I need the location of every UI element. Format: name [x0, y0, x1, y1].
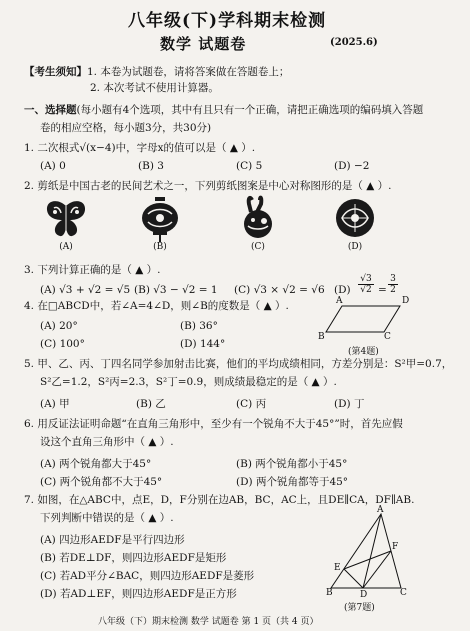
- question-6-option-c: (C) 两个锐角都不大于45°: [40, 476, 163, 488]
- question-7-option-c: (C) 若AD平分∠BAC，则四边形AEDF是菱形: [40, 570, 255, 582]
- question-5-line-2: S²乙=1.2，S²丙=2.3，S²丁=0.9，则成绩最稳定的是（ ▲ ）.: [40, 376, 337, 388]
- q7-point-f: F: [392, 542, 399, 552]
- question-2-option-b: (B): [153, 242, 167, 252]
- question-5-option-b: (B) 乙: [136, 398, 166, 410]
- question-1-option-c: (C) 5: [236, 160, 263, 172]
- question-5-option-c: (C) 丙: [236, 398, 267, 410]
- rabbit-papercut-image: [238, 196, 278, 240]
- question-4-option-d: (D) 144°: [180, 338, 226, 350]
- question-2-stem: 2. 剪纸是中国古老的民间艺术之一，下列剪纸图案是中心对称图形的是（ ▲ ）.: [24, 180, 392, 192]
- question-3-option-d-prefix: (D): [334, 284, 351, 296]
- parallelogram-figure: [320, 300, 410, 340]
- question-2-option-d: (D): [347, 242, 363, 252]
- question-6-option-a: (A) 两个锐角都大于45°: [40, 458, 152, 470]
- q7-figure-caption: (第7题): [344, 603, 375, 613]
- question-4-option-a: (A) 20°: [40, 320, 78, 332]
- question-5-line-1: 5. 甲、乙、丙、丁四名同学参加射击比赛，他们的平均成绩相同，方差分别是：S²甲=0.7，: [24, 358, 453, 370]
- section-desc-line1: (每小题有4个选项，其中有且只有一个正确，请把正确选项的编码填入答题: [76, 104, 424, 116]
- question-4-option-b: (B) 36°: [180, 320, 218, 332]
- notice-item-1: 1. 本卷为试题卷，请将答案做在答题卷上；: [87, 66, 290, 78]
- question-6-option-b: (B) 两个锐角都小于45°: [236, 458, 348, 470]
- question-7-option-b: (B) 若DE⊥DF，则四边形AEDF是矩形: [40, 552, 227, 564]
- q4-point-b: B: [318, 332, 325, 342]
- q4-point-a: A: [336, 296, 343, 306]
- question-1-option-b: (B) 3: [138, 160, 164, 172]
- question-2-option-c: (C): [251, 242, 265, 252]
- question-3-option-d-equals: =: [378, 284, 387, 296]
- q4-point-c: C: [384, 332, 391, 342]
- question-3-option-d-fraction-2: [388, 274, 398, 295]
- exam-subtitle: 数学 试题卷: [160, 35, 247, 53]
- question-4-stem: 4. 在□ABCD中，若∠A=4∠D，则∠B的度数是（ ▲ ）.: [24, 300, 289, 312]
- section-title: 一、选择题: [24, 104, 77, 116]
- section-header: [24, 102, 423, 117]
- question-1-stem: 1. 二次根式√(x−4)中，字母x的值可以是（ ▲ ）.: [24, 142, 256, 154]
- question-3-stem: 3. 下列计算正确的是（ ▲ ）.: [24, 264, 161, 276]
- question-1-option-d: (D) −2: [334, 160, 370, 172]
- notice-label: 【考生须知】: [24, 66, 87, 78]
- page-footer: 八年级（下）期末检测 数学 试题卷 第 1 页（共 4 页）: [98, 617, 319, 627]
- question-6-option-d: (D) 两个锐角都等于45°: [236, 476, 349, 488]
- question-4-option-c: (C) 100°: [40, 338, 85, 350]
- q7-point-c: C: [400, 588, 407, 598]
- q7-point-e: E: [334, 563, 341, 573]
- fraction-1-denominator: √2: [360, 285, 372, 295]
- fraction-1-numerator: √3: [358, 274, 374, 285]
- page-title: 八年级(下)学科期末检测: [128, 11, 327, 31]
- question-7-line-2: 下列判断中错误的是（ ▲ ）.: [40, 512, 174, 524]
- question-7-line-1: 7. 如图，在△ABC中，点E，D，F分别在边AB，BC，AC上，且DE∥CA，DF∥AB.: [24, 494, 415, 506]
- question-5-option-d: (D) 丁: [334, 398, 365, 410]
- question-3-option-b: (B) √3 − √2 = 1: [134, 284, 218, 296]
- q7-point-b: B: [326, 588, 333, 598]
- fraction-2-numerator: 3: [388, 274, 398, 285]
- question-2-option-a: (A): [59, 242, 73, 252]
- butterfly-papercut-image: [44, 198, 88, 240]
- question-5-option-a: (A) 甲: [40, 398, 70, 410]
- q4-point-d: D: [402, 296, 410, 306]
- lantern-papercut-image: [140, 196, 180, 242]
- question-1-option-a: (A) 0: [40, 160, 66, 172]
- q7-point-d: D: [360, 590, 368, 600]
- section-desc-line2: 卷的相应空格，每小题3分，共30分): [40, 122, 212, 134]
- question-3-option-d-fraction-1: [358, 274, 374, 295]
- question-3-option-a: (A) √3 + √2 = √5: [40, 284, 131, 296]
- question-6-line-1: 6. 用反证法证明命题“在直角三角形中，至少有一个锐角不大于45°”时，首先应假: [24, 418, 403, 430]
- question-3-option-c: (C) √3 × √2 = √6: [234, 284, 325, 296]
- q4-figure-caption: (第4题): [348, 347, 379, 357]
- notice-block: [24, 64, 289, 79]
- q7-point-a: A: [377, 505, 384, 515]
- question-7-option-a: (A) 四边形AEDF是平行四边形: [40, 534, 185, 546]
- fraction-2-denominator: 2: [390, 285, 396, 295]
- question-7-option-d: (D) 若AD⊥EF，则四边形AEDF是正方形: [40, 588, 237, 600]
- exam-date: (2025.6): [330, 37, 378, 48]
- phoenix-papercut-image: [334, 196, 376, 240]
- notice-item-2: 2. 本次考试不使用计算器。: [90, 82, 219, 94]
- question-6-line-2: 设这个直角三角形中（ ▲ ）.: [40, 436, 174, 448]
